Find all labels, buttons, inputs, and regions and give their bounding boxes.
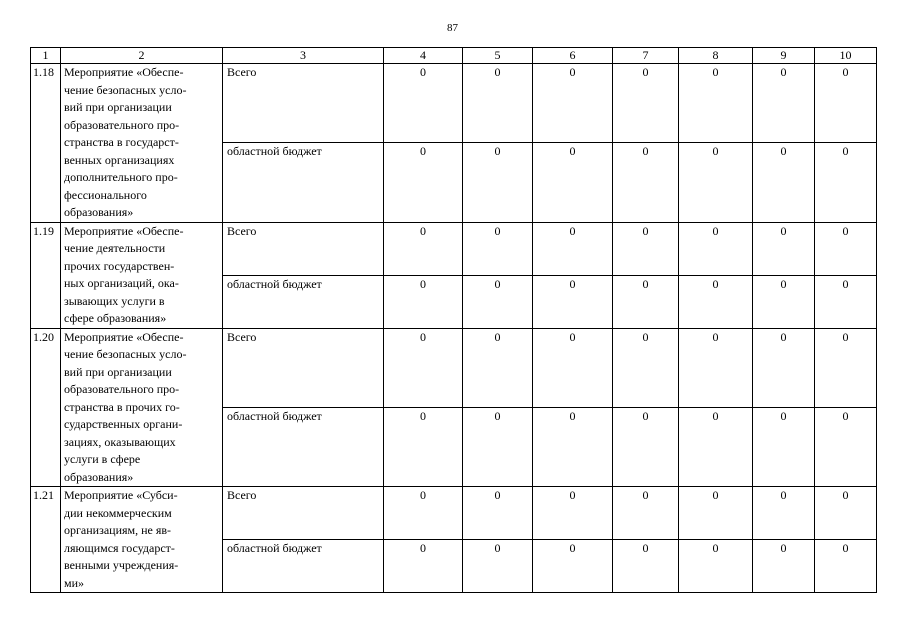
value-cell: 0 (613, 275, 679, 328)
value-cell: 0 (384, 487, 463, 540)
column-header: 3 (223, 48, 384, 64)
value-cell: 0 (384, 143, 463, 222)
value-cell: 0 (384, 64, 463, 143)
header-row (31, 48, 877, 64)
value-cell: 0 (613, 487, 679, 540)
column-header: 5 (463, 48, 533, 64)
column-header: 10 (815, 48, 877, 64)
value-cell: 0 (815, 275, 877, 328)
value-cell: 0 (753, 407, 815, 486)
value-cell: 0 (533, 64, 613, 143)
value-cell: 0 (463, 222, 533, 275)
value-cell: 0 (384, 407, 463, 486)
value-cell: 0 (533, 275, 613, 328)
value-cell: 0 (613, 328, 679, 407)
value-cell: 0 (753, 487, 815, 540)
value-cell: 0 (463, 275, 533, 328)
value-cell: 0 (815, 328, 877, 407)
column-header: 2 (61, 48, 223, 64)
value-cell: 0 (533, 540, 613, 593)
column-header: 8 (679, 48, 753, 64)
column-header: 1 (31, 48, 61, 64)
row-number: 1.20 (31, 328, 61, 487)
value-cell: 0 (613, 540, 679, 593)
table-row (31, 222, 877, 275)
value-cell: 0 (613, 64, 679, 143)
page-number: 87 (447, 22, 458, 34)
funding-source-total: Всего (223, 222, 384, 275)
value-cell: 0 (463, 143, 533, 222)
value-cell: 0 (613, 143, 679, 222)
value-cell: 0 (384, 275, 463, 328)
value-cell: 0 (753, 275, 815, 328)
funding-source-total: Всего (223, 64, 384, 143)
value-cell: 0 (533, 143, 613, 222)
budget-table (30, 47, 877, 593)
row-number: 1.19 (31, 222, 61, 328)
funding-source-regional: областной бюджет (223, 143, 384, 222)
value-cell: 0 (533, 222, 613, 275)
measure-name: Мероприятие «Обеспе- чение безопасных усло- вий при организации образовательного про- странства в прочих го- сударственных органи- зациях, оказывающих услуги в сфере образования» (61, 328, 223, 487)
row-number: 1.18 (31, 64, 61, 223)
funding-source-regional: областной бюджет (223, 407, 384, 486)
column-header: 4 (384, 48, 463, 64)
value-cell: 0 (613, 222, 679, 275)
funding-source-regional: областной бюджет (223, 540, 384, 593)
table-row (31, 487, 877, 540)
funding-source-total: Всего (223, 328, 384, 407)
value-cell: 0 (679, 222, 753, 275)
value-cell: 0 (815, 64, 877, 143)
value-cell: 0 (533, 407, 613, 486)
column-header: 6 (533, 48, 613, 64)
value-cell: 0 (753, 540, 815, 593)
value-cell: 0 (753, 64, 815, 143)
funding-source-total: Всего (223, 487, 384, 540)
value-cell: 0 (753, 143, 815, 222)
value-cell: 0 (679, 328, 753, 407)
value-cell: 0 (613, 407, 679, 486)
value-cell: 0 (463, 540, 533, 593)
column-header: 9 (753, 48, 815, 64)
value-cell: 0 (815, 143, 877, 222)
table-row (31, 64, 877, 143)
value-cell: 0 (533, 328, 613, 407)
value-cell: 0 (384, 328, 463, 407)
funding-source-regional: областной бюджет (223, 275, 384, 328)
value-cell: 0 (463, 64, 533, 143)
value-cell: 0 (679, 143, 753, 222)
value-cell: 0 (384, 222, 463, 275)
value-cell: 0 (463, 407, 533, 486)
column-header: 7 (613, 48, 679, 64)
value-cell: 0 (679, 275, 753, 328)
value-cell: 0 (384, 540, 463, 593)
value-cell: 0 (679, 540, 753, 593)
value-cell: 0 (753, 222, 815, 275)
value-cell: 0 (753, 328, 815, 407)
value-cell: 0 (815, 540, 877, 593)
value-cell: 0 (533, 487, 613, 540)
table-row (31, 328, 877, 407)
value-cell: 0 (463, 487, 533, 540)
value-cell: 0 (815, 487, 877, 540)
value-cell: 0 (463, 328, 533, 407)
value-cell: 0 (679, 407, 753, 486)
measure-name: Мероприятие «Обеспе- чение деятельности прочих государствен- ных организаций, ока- зывающих услуги в сфере образования» (61, 222, 223, 328)
value-cell: 0 (679, 487, 753, 540)
value-cell: 0 (815, 222, 877, 275)
measure-name: Мероприятие «Обеспе- чение безопасных усло- вий при организации образовательного про- странства в государст- венных организациях дополнительного про- фессионального образования» (61, 64, 223, 223)
measure-name: Мероприятие «Субси- дии некоммерческим организациям, не яв- ляющимся государст- венными учреждения- ми» (61, 487, 223, 593)
value-cell: 0 (815, 407, 877, 486)
row-number: 1.21 (31, 487, 61, 593)
value-cell: 0 (679, 64, 753, 143)
